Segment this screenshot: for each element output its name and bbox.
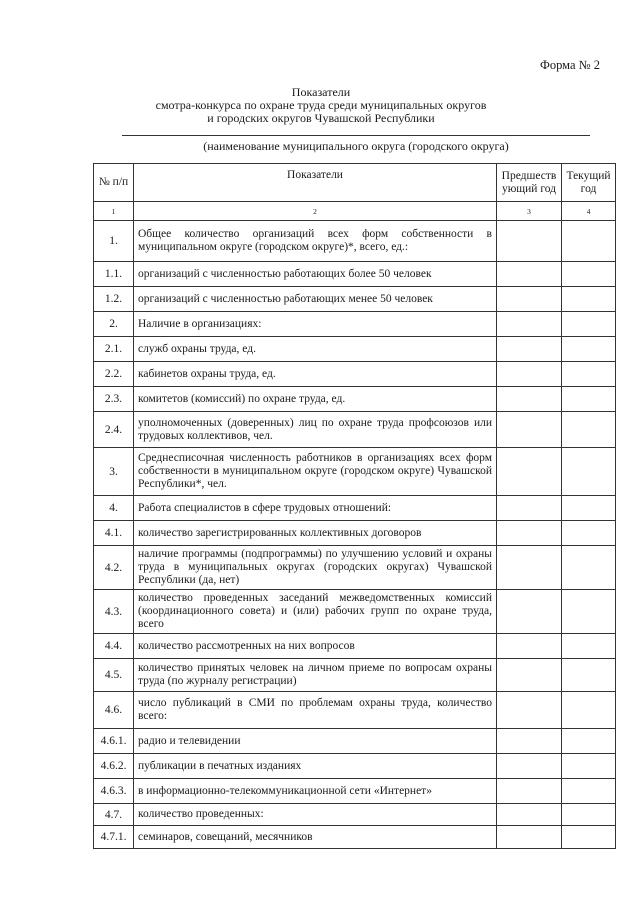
table-row <box>94 634 616 659</box>
row-number: 1.1. <box>94 262 134 287</box>
current-year-input[interactable] <box>562 262 616 287</box>
column-number-row <box>94 202 616 221</box>
row-number: 1. <box>94 221 134 262</box>
prev-year-input[interactable] <box>497 826 562 849</box>
row-number: 4.6.3. <box>94 779 134 804</box>
current-year-input[interactable] <box>562 546 616 590</box>
row-indicator: Среднесписочная численность работников в организациях всех форм собственности в муниципальном округе (городском округе) Чувашской Республики*, чел. <box>134 448 497 496</box>
indicators-table <box>93 163 616 849</box>
document-subtitle-line-1: смотра-конкурса по охране труда среди муниципальных округов <box>155 98 487 112</box>
table-row <box>94 221 616 262</box>
form-label: Форма № 2 <box>540 58 600 72</box>
row-indicator: количество рассмотренных на них вопросов <box>134 634 497 659</box>
current-year-input[interactable] <box>562 362 616 387</box>
current-year-input[interactable] <box>562 521 616 546</box>
row-indicator: кабинетов охраны труда, ед. <box>134 362 497 387</box>
row-indicator: публикации в печатных изданиях <box>134 754 497 779</box>
current-year-input[interactable] <box>562 729 616 754</box>
table-row <box>94 546 616 590</box>
prev-year-input[interactable] <box>497 387 562 412</box>
prev-year-input[interactable] <box>497 221 562 262</box>
header-current-year: Текущий год <box>562 164 616 202</box>
row-number: 4.4. <box>94 634 134 659</box>
row-indicator: служб охраны труда, ед. <box>134 337 497 362</box>
header-num: № п/п <box>94 164 134 202</box>
prev-year-input[interactable] <box>497 634 562 659</box>
current-year-input[interactable] <box>562 826 616 849</box>
table-row <box>94 448 616 496</box>
table-row <box>94 312 616 337</box>
table-header-row <box>94 164 616 202</box>
row-number: 2.1. <box>94 337 134 362</box>
current-year-input[interactable] <box>562 337 616 362</box>
prev-year-input[interactable] <box>497 362 562 387</box>
prev-year-input[interactable] <box>497 546 562 590</box>
row-indicator: уполномоченных (доверенных) лиц по охране труда профсоюзов или трудовых коллективов, чел. <box>134 412 497 448</box>
table-row <box>94 659 616 692</box>
prev-year-input[interactable] <box>497 521 562 546</box>
table-row <box>94 692 616 729</box>
table-row <box>94 362 616 387</box>
prev-year-input[interactable] <box>497 804 562 826</box>
column-number: 1 <box>94 202 134 221</box>
prev-year-input[interactable] <box>497 337 562 362</box>
table-row <box>94 412 616 448</box>
table-row <box>94 287 616 312</box>
prev-year-input[interactable] <box>497 659 562 692</box>
table-row <box>94 590 616 634</box>
row-indicator: Наличие в организациях: <box>134 312 497 337</box>
prev-year-input[interactable] <box>497 779 562 804</box>
current-year-input[interactable] <box>562 634 616 659</box>
current-year-input[interactable] <box>562 287 616 312</box>
table-row <box>94 754 616 779</box>
row-indicator: Общее количество организаций всех форм собственности в муниципальном округе (городском округе)*, всего, ед.: <box>134 221 497 262</box>
row-number: 2.4. <box>94 412 134 448</box>
table-row <box>94 337 616 362</box>
row-number: 4.6.2. <box>94 754 134 779</box>
row-number: 4. <box>94 496 134 521</box>
current-year-input[interactable] <box>562 496 616 521</box>
row-number: 2. <box>94 312 134 337</box>
row-number: 4.5. <box>94 659 134 692</box>
row-indicator: число публикаций в СМИ по проблемам охраны труда, количество всего: <box>134 692 497 729</box>
row-number: 3. <box>94 448 134 496</box>
row-indicator: организаций с численностью работающих менее 50 человек <box>134 287 497 312</box>
table-row <box>94 387 616 412</box>
row-indicator: наличие программы (подпрограммы) по улучшению условий и охраны труда в муниципальных округах (городских округах) Чувашской Республики (да, нет) <box>134 546 497 590</box>
current-year-input[interactable] <box>562 590 616 634</box>
row-number: 1.2. <box>94 287 134 312</box>
header-indicator: Показатели <box>134 164 497 202</box>
row-indicator: радио и телевидении <box>134 729 497 754</box>
current-year-input[interactable] <box>562 659 616 692</box>
prev-year-input[interactable] <box>497 312 562 337</box>
table-row <box>94 521 616 546</box>
row-indicator: в информационно-телекоммуникационной сети «Интернет» <box>134 779 497 804</box>
row-number: 4.3. <box>94 590 134 634</box>
current-year-input[interactable] <box>562 779 616 804</box>
document-subtitle-line-2: и городских округов Чувашской Республики <box>207 111 435 125</box>
prev-year-input[interactable] <box>497 287 562 312</box>
municipality-name-line[interactable] <box>122 135 590 136</box>
prev-year-input[interactable] <box>497 262 562 287</box>
row-indicator: семинаров, совещаний, месячников <box>134 826 497 849</box>
current-year-input[interactable] <box>562 387 616 412</box>
row-indicator: количество зарегистрированных коллективных договоров <box>134 521 497 546</box>
column-number: 2 <box>134 202 497 221</box>
row-number: 2.2. <box>94 362 134 387</box>
row-indicator: Работа специалистов в сфере трудовых отношений: <box>134 496 497 521</box>
row-indicator: количество проведенных: <box>134 804 497 826</box>
table-row <box>94 496 616 521</box>
current-year-input[interactable] <box>562 448 616 496</box>
table-row <box>94 262 616 287</box>
prev-year-input[interactable] <box>497 692 562 729</box>
row-indicator: количество проведенных заседаний межведомственных комиссий (координационного совета) и (или) рабочих групп по охране труда, всего <box>134 590 497 634</box>
row-indicator: количество принятых человек на личном приеме по вопросам охраны труда (по журналу регистрации) <box>134 659 497 692</box>
document-title: Показатели <box>291 85 351 99</box>
current-year-input[interactable] <box>562 754 616 779</box>
current-year-input[interactable] <box>562 221 616 262</box>
prev-year-input[interactable] <box>497 496 562 521</box>
prev-year-input[interactable] <box>497 412 562 448</box>
prev-year-input[interactable] <box>497 448 562 496</box>
prev-year-input[interactable] <box>497 729 562 754</box>
header-prev-year: Предшеств ующий год <box>497 164 562 202</box>
column-number: 4 <box>562 202 616 221</box>
row-number: 2.3. <box>94 387 134 412</box>
prev-year-input[interactable] <box>497 754 562 779</box>
row-number: 4.1. <box>94 521 134 546</box>
column-number: 3 <box>497 202 562 221</box>
current-year-input[interactable] <box>562 412 616 448</box>
table-row <box>94 779 616 804</box>
row-number: 4.2. <box>94 546 134 590</box>
row-indicator: организаций с численностью работающих более 50 человек <box>134 262 497 287</box>
row-number: 4.7. <box>94 804 134 826</box>
table-row <box>94 729 616 754</box>
row-number: 4.6.1. <box>94 729 134 754</box>
current-year-input[interactable] <box>562 692 616 729</box>
current-year-input[interactable] <box>562 804 616 826</box>
table-row <box>94 804 616 826</box>
table-row <box>94 826 616 849</box>
row-number: 4.6. <box>94 692 134 729</box>
row-indicator: комитетов (комиссий) по охране труда, ед. <box>134 387 497 412</box>
row-number: 4.7.1. <box>94 826 134 849</box>
prev-year-input[interactable] <box>497 590 562 634</box>
current-year-input[interactable] <box>562 312 616 337</box>
municipality-name-caption: (наименование муниципального округа (городского округа) <box>203 139 509 153</box>
